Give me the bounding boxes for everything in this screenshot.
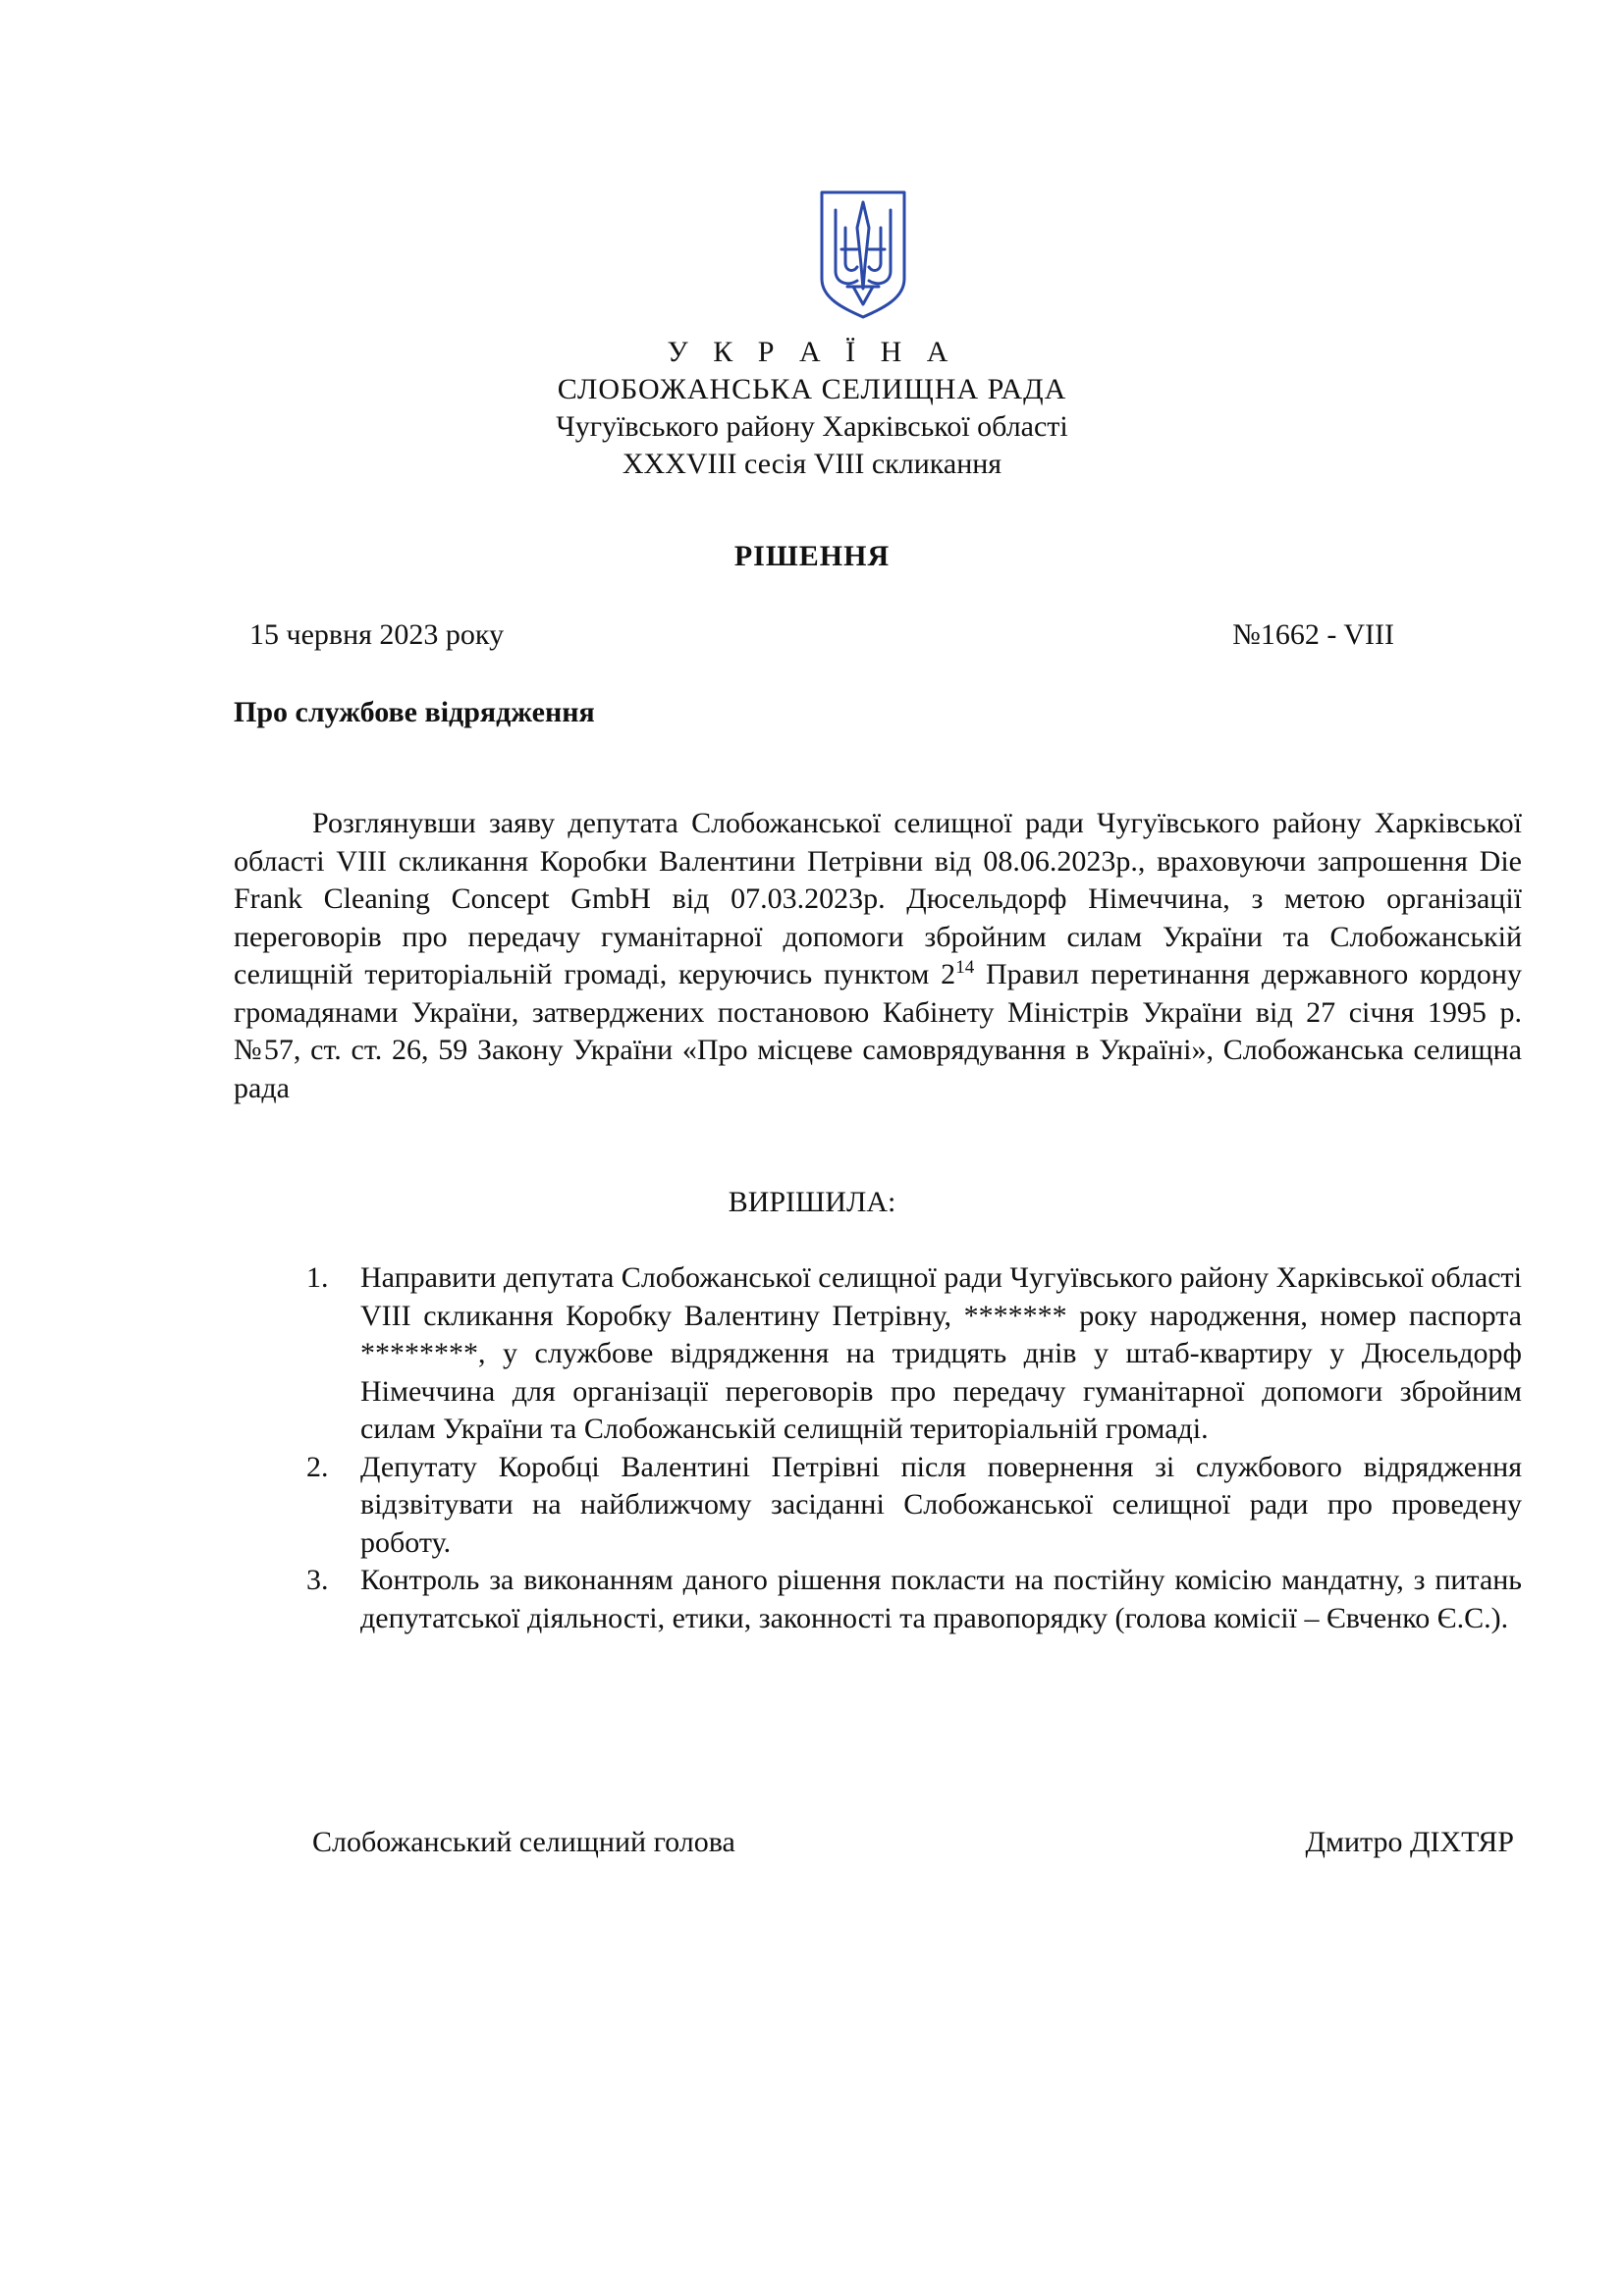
signature-name: Дмитро ДІХТЯР	[1305, 1826, 1514, 1858]
ukraine-trident-coat-of-arms-icon	[818, 188, 908, 320]
signature-position: Слобожанський селищний голова	[312, 1826, 735, 1858]
decision-item	[306, 1562, 1522, 1637]
decision-text: Депутату Коробці Валентині Петрівні після повернення зі службового відрядження відзвітувати на найближчому засіданні Слобожанської селищної ради про проведену роботу.	[360, 1450, 1522, 1559]
preamble-paragraph	[234, 805, 1522, 1107]
decision-text: Направити депутата Слобожанської селищної ради Чугуївського району Харківської області VIII скликання Коробку Валентину Петрівну, ******* року народження, номер паспорта ********, у службове відрядження на тридцять днів у штаб-квартиру у Дюсельдорф Німеччина для організації переговорів про передачу гуманітарної допомоги збройним силам України та Слобожанській селищній територіальній громаді.	[360, 1261, 1522, 1445]
decision-number: 3.	[306, 1564, 329, 1596]
preamble-text-part1: Розглянувши заяву депутата Слобожанської селищної ради Чугуївського району Харківської області VIII скликання Коробки Валентини Петрівни від 08.06.2023р., враховуючи запрошення Die Frank Cleaning Concept GmbH від 07.03.2023р. Дюсельдорф Німеччина, з метою організації переговорів про передачу гуманітарної допомоги збройним силам України та Слобожанській селищній територіальній громаді, керуючись пунктом 2	[234, 807, 1522, 990]
preamble-text-part2: Правил перетинання державного кордону громадянами України, затверджених постановою Кабінету Міністрів України від 27 січня 1995 р. №57, ст. ст. 26, 59 Закону України «Про місцеве самоврядування в Україні», Слобожанська селищна рада	[234, 958, 1522, 1104]
decision-item	[306, 1449, 1522, 1563]
decision-number: 2.	[306, 1450, 329, 1483]
document-number: №1662 - VIII	[1232, 618, 1394, 651]
header-council	[0, 371, 1624, 408]
header-session	[0, 446, 1624, 483]
council-name: СЛОБОЖАНСЬКА СЕЛИЩНА РАДА	[557, 373, 1067, 405]
decision-text: Контроль за виконанням даного рішення покласти на постійну комісію мандатну, з питань депутатської діяльності, етики, законності та правопорядку (голова комісії – Євченко Є.С.).	[360, 1564, 1522, 1634]
decided-label: ВИРІШИЛА:	[728, 1186, 896, 1218]
document-subject: Про службове відрядження	[234, 696, 595, 728]
decision-number: 1.	[306, 1261, 329, 1294]
header-district	[0, 408, 1624, 446]
district-name: Чугуївського району Харківської області	[556, 410, 1068, 443]
decisions-list	[306, 1259, 1522, 1637]
session-name: XXXVIII сесія VIII скликання	[622, 448, 1002, 480]
decision-item	[306, 1259, 1522, 1449]
country-name: У К Р А Ї Н А	[667, 336, 957, 368]
document-title: РІШЕННЯ	[733, 540, 891, 572]
document-date: 15 червня 2023 року	[249, 618, 505, 651]
preamble-superscript: 14	[955, 957, 975, 978]
header-country	[0, 334, 1624, 371]
